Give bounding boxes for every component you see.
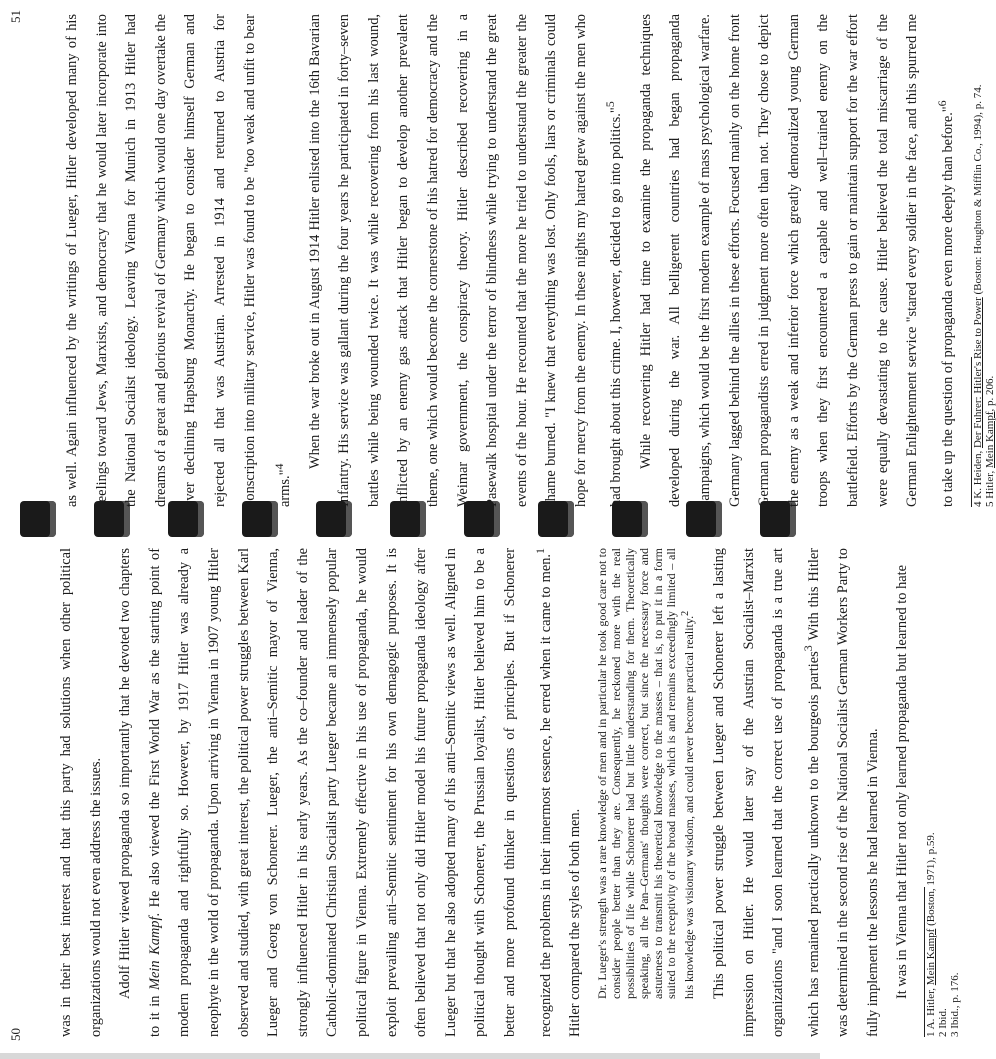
page-body — [52, 548, 962, 1037]
footnote-ref: 5 — [603, 101, 618, 108]
footnote — [972, 14, 984, 507]
footnote-ref: 1 — [532, 548, 547, 554]
paragraph-text: . He also viewed the First World War as the starting point of modern propaganda and rightfully so. However, by 1917 Hitler was already a neophyte in the world of propaganda. Upon arriving in Vienna in 1907 young Hitler observed and studied, with great interest, the political power struggles between Karl Lueger and Georg von Schonerer. Lueger, the anti–Semitic mayor of Vienna, strongly influenced Hitler in his early years. As the co–founder and leader of the Catholic-dominated Christian Socialist party Lueger became an immensely popular political figure in Vienna. Extremely effective in his use of propaganda, he would exploit prevailing anti–Semitic sentiment for his own demagogic purposes. It is often believed that not only did Hitler model his future propaganda ideology after Lueger but that he also adopted many of his anti–Semitic views as well. Aligned in political thought with Schonerer, the Prussian loyalist, Hitler believed him to be a better and more profound thinker in questions of principles. But if Schonerer recognized the problems in their innermost essence, he erred when it came to men. — [146, 548, 554, 1037]
paragraph — [888, 548, 918, 1037]
paragraph-text: While recovering Hitler had time to examine the propaganda techniques developed during the war. All belligerent countries had began propaganda campaigns, which would be the first modern example of mass psychological warfare. Germany lagged behind the allies in these efforts. Focused mainly on the home front German propagandists erred in judgment more often than not. They chose to depict the enemy as a weak and inferior force which greatly demoralized young German troops when they first encountered a capable and well–trained enemy on the battlefield. Efforts by the German press to gain or maintain support for the war effort were equally devastating to the cause. Hitler believed the total miscarriage of the German Enlightenment service "stared every soldier in the face, and this spurred me to take up the question of propaganda even more deeply than before." — [637, 14, 956, 507]
footnote — [925, 548, 937, 1037]
paragraph — [58, 14, 301, 507]
quote-text: Dr. Lueger's strength was a rare knowledge of men and in particular he took good care not to consider people better than they are. Consequently, he reckoned more with the real possibilities of life while Schonerer had but little understanding for them. Theoretically speaking, all the Pan–Germans' thoughts were correct, but since the necessary force and astuteness to transmit his theoretical knowledge to the masses – that is, to put it in a form suited to the receptivity of the broad masses, which is and remains exceedingly limited – all his knowledge was visionary wisdom, and could never become practical reality. — [595, 548, 697, 999]
paragraph-text: With this Hitler was determined in the second rise of the National Socialist German Workers Party to fully implement the lessons he had learned in Vienna. — [805, 548, 881, 1037]
paragraph-text: This political power struggle between Lueger and Schonerer left a lasting impression on Hitler. He would later say of the Austrian Socialist–Marxist organizations "and I soon learned that the correct use of propaganda is a true art which has remained practically unknown to the bourgeois parties — [711, 548, 822, 1037]
book-title: Mein Kampf — [925, 928, 938, 986]
paragraph — [52, 548, 111, 1037]
right-page — [0, 0, 996, 525]
paragraph-text: Hitler compared the styles of both men. — [566, 808, 583, 1037]
footnote-text: (Boston: Houghton & Mifflin Co., 1994), p. 74. — [972, 84, 985, 298]
footnote-text: , p. 206. — [984, 375, 996, 412]
paragraph-text: It was in Vienna that Hitler not only learned propaganda but learned to hate — [894, 564, 911, 999]
footnote-text: 4 K. Heiden, — [972, 448, 985, 507]
left-page — [0, 534, 962, 1059]
footnote: 2 Ibid. — [937, 1008, 950, 1037]
page-number: 50 — [8, 1028, 23, 1041]
footnote-ref: 4 — [272, 463, 287, 470]
page-number: 51 — [8, 10, 23, 23]
paragraph-text: was in their best interest and that this party had solutions when other political organizations would not even address the issues. — [58, 548, 104, 1037]
paragraph — [301, 14, 632, 507]
footnote: 3 Ibid., p. 176. — [949, 972, 962, 1037]
footnote — [984, 14, 996, 507]
footnote-text: 5 Hitler, — [984, 468, 996, 507]
paragraph-text: When the war broke out in August 1914 Hitler enlisted into the 16th Bavarian Infantry. His service was gallant during the four years he participated in forty–seven battles while being wounded twice. It was while recovering from his last wound, inflicted by an enemy gas attack that Hitler began to develop another prevalent theme, one which would become the cornerstone of his hatred for democracy and the Weimar government, the conspiracy theory. Hitler described recovering in a Pasewalk hospital under the terror of blindness while trying to understand the great events of the hour. He recounted that the more he tried to understand the greater the shame burned. "I knew that everything was lost. Only fools, liars or criminals could hope for mercy from the enemy. In these nights my hatred grew against the men who had brought about this crime. I, however, decided to go into politics." — [306, 14, 625, 507]
book-title: Der Fuhrer: Hitler's Rise to Power — [972, 297, 985, 449]
footnote-ref: 6 — [934, 100, 949, 107]
footnote-text: (Boston, 1971), p.59. — [925, 832, 938, 929]
book-title: Mein Kampf — [984, 411, 996, 469]
footnote-ref: 2 — [680, 610, 692, 616]
page-body — [58, 14, 996, 507]
paragraph — [632, 14, 963, 507]
paragraph — [111, 548, 590, 1037]
footnote-ref: 3 — [800, 645, 815, 652]
paragraph-text: as well. Again influenced by the writings of Lueger, Hitler developed many of his feelings toward Jews, Marxists, and democracy that he would later incorporate into the National Socialist ideology. Leaving Vienna for Munich in 1913 Hitler had dreams of a great and glorious revival of Germany which would one day overtake the ever declining Hapsburg Monarchy. He began to consider himself German and rejected all that was Austrian. Arrested in 1914 and returned to Austria for conscription into military service, Hitler was found to be "too weak and unfit to bear arms." — [64, 14, 293, 507]
paragraph — [705, 548, 888, 1037]
block-quote — [596, 548, 697, 999]
footnote-text: 1 A. Hitler, — [925, 985, 938, 1037]
book-title: Mein Kampf — [146, 916, 163, 990]
paragraph-text: Adolf Hitler viewed propaganda so importantly that he devoted two chapters to it in — [117, 548, 163, 1037]
